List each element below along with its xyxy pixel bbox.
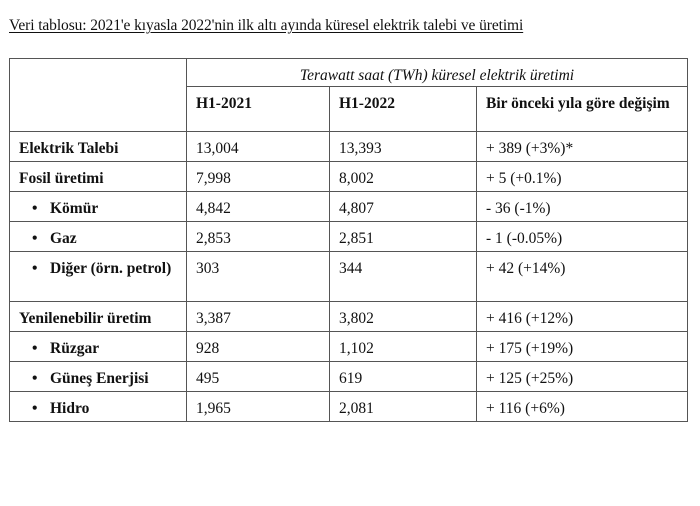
bullet-icon: • bbox=[32, 260, 38, 277]
table-row bbox=[10, 222, 688, 252]
column-header-h1-2021: H1-2021 bbox=[187, 87, 330, 132]
row-label: Güneş Enerjisi bbox=[50, 370, 149, 387]
electricity-data-table bbox=[9, 58, 688, 422]
value-h1-2021: 7,998 bbox=[187, 162, 330, 192]
column-header-h1-2022: H1-2022 bbox=[330, 87, 477, 132]
value-h1-2022: 1,102 bbox=[330, 332, 477, 362]
value-h1-2022: 4,807 bbox=[330, 192, 477, 222]
row-label-cell bbox=[10, 192, 187, 222]
table-row bbox=[10, 252, 688, 302]
row-label: Fosil üretimi bbox=[10, 162, 187, 192]
value-h1-2021: 928 bbox=[187, 332, 330, 362]
bullet-icon: • bbox=[32, 340, 38, 357]
value-change: + 175 (+19%) bbox=[477, 332, 688, 362]
value-h1-2021: 13,004 bbox=[187, 132, 330, 162]
value-h1-2021: 2,853 bbox=[187, 222, 330, 252]
bullet-icon: • bbox=[32, 370, 38, 387]
row-label: Rüzgar bbox=[50, 340, 100, 357]
value-change: + 5 (+0.1%) bbox=[477, 162, 688, 192]
column-header-change: Bir önceki yıla göre değişim bbox=[477, 87, 688, 132]
value-h1-2022: 344 bbox=[330, 252, 477, 302]
row-label: Hidro bbox=[50, 400, 90, 417]
value-change: + 116 (+6%) bbox=[477, 392, 688, 422]
table-caption: Veri tablosu: 2021'e kıyasla 2022'nin ilk altı ayında küresel elektrik talebi ve üretimi bbox=[9, 17, 524, 34]
bullet-icon: • bbox=[32, 200, 38, 217]
table-row bbox=[10, 362, 688, 392]
value-change: - 1 (-0.05%) bbox=[477, 222, 688, 252]
value-change: + 389 (+3%)* bbox=[477, 132, 688, 162]
unit-header: Terawatt saat (TWh) küresel elektrik üretimi bbox=[187, 59, 688, 87]
value-h1-2022: 2,851 bbox=[330, 222, 477, 252]
value-h1-2022: 8,002 bbox=[330, 162, 477, 192]
value-change: + 42 (+14%) bbox=[477, 252, 688, 302]
table-row bbox=[10, 192, 688, 222]
table-row bbox=[10, 392, 688, 422]
row-label-cell bbox=[10, 362, 187, 392]
table-row bbox=[10, 302, 688, 332]
table-row bbox=[10, 162, 688, 192]
value-h1-2022: 619 bbox=[330, 362, 477, 392]
row-label-cell bbox=[10, 252, 187, 302]
value-h1-2021: 1,965 bbox=[187, 392, 330, 422]
row-label: Gaz bbox=[50, 230, 77, 247]
value-h1-2022: 3,802 bbox=[330, 302, 477, 332]
bullet-icon: • bbox=[32, 230, 38, 247]
row-label: Elektrik Talebi bbox=[10, 132, 187, 162]
table-row bbox=[10, 132, 688, 162]
value-h1-2021: 495 bbox=[187, 362, 330, 392]
value-h1-2022: 2,081 bbox=[330, 392, 477, 422]
row-label: Kömür bbox=[50, 200, 99, 217]
value-change: + 125 (+25%) bbox=[477, 362, 688, 392]
row-label-cell bbox=[10, 392, 187, 422]
row-label: Yenilenebilir üretim bbox=[10, 302, 187, 332]
value-h1-2022: 13,393 bbox=[330, 132, 477, 162]
table-row bbox=[10, 332, 688, 362]
row-label: Diğer (örn. petrol) bbox=[50, 260, 172, 277]
row-label-cell bbox=[10, 332, 187, 362]
value-h1-2021: 3,387 bbox=[187, 302, 330, 332]
value-change: + 416 (+12%) bbox=[477, 302, 688, 332]
empty-corner-cell bbox=[10, 59, 187, 132]
bullet-icon: • bbox=[32, 400, 38, 417]
row-label-cell bbox=[10, 222, 187, 252]
unit-header-row bbox=[10, 59, 688, 87]
value-change: - 36 (-1%) bbox=[477, 192, 688, 222]
value-h1-2021: 4,842 bbox=[187, 192, 330, 222]
value-h1-2021: 303 bbox=[187, 252, 330, 302]
